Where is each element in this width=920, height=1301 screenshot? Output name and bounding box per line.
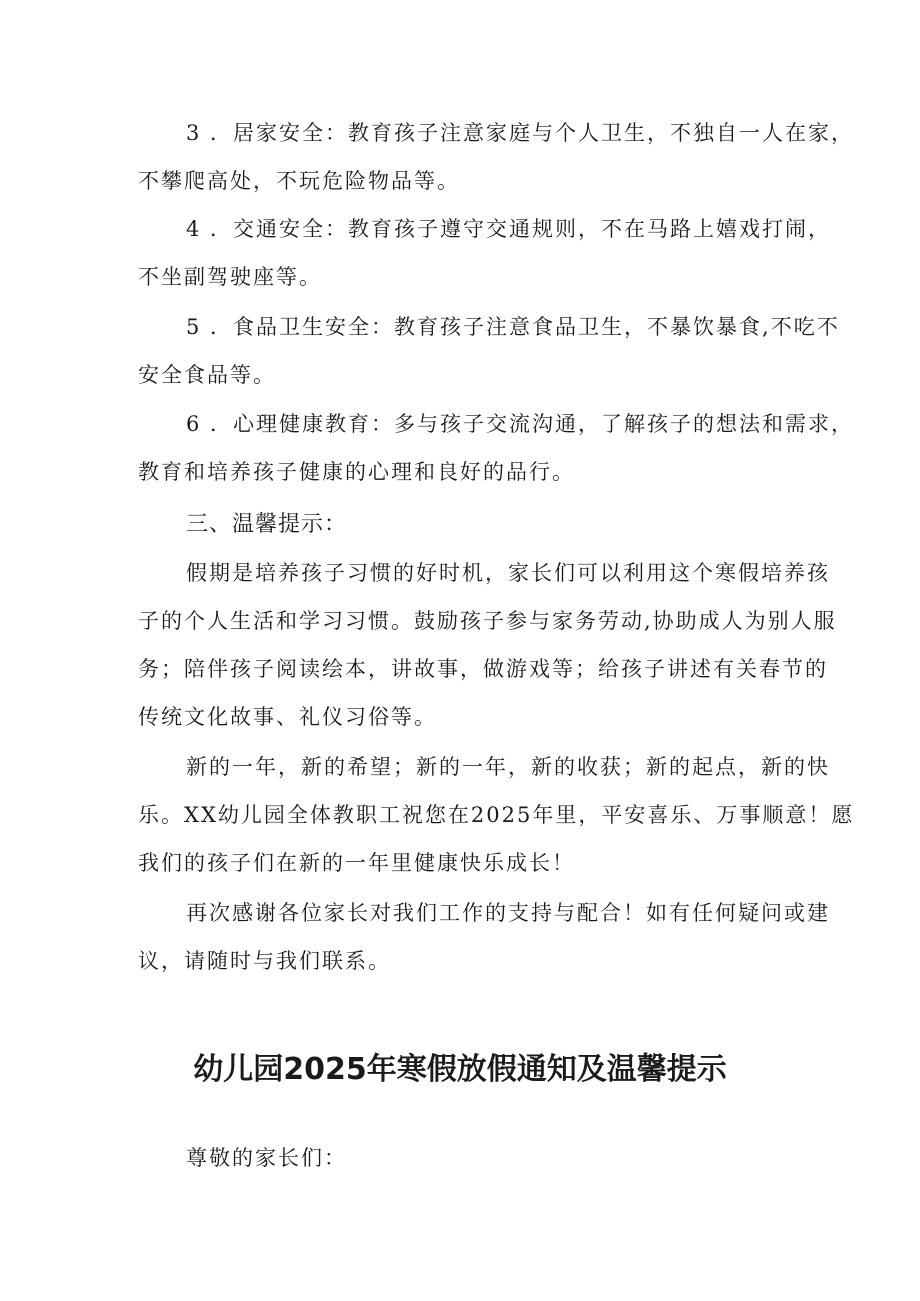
tips-paragraph-2-line-2: 乐。XX幼儿园全体教职工祝您在2025年里，平安喜乐、万事顺意！愿 bbox=[138, 803, 855, 827]
item-6-line-2: 教育和培养孩子健康的心理和良好的品行。 bbox=[138, 460, 575, 484]
item-3-line-1: 3 ．居家安全：教育孩子注意家庭与个人卫生，不独自一人在家， bbox=[186, 121, 855, 145]
tips-paragraph-1-line-3: 务；陪伴孩子阅读绘本，讲故事，做游戏等；给孩子讲述有关春节的 bbox=[138, 657, 828, 681]
tips-paragraph-3-line-2: 议，请随时与我们联系。 bbox=[138, 949, 391, 973]
tips-paragraph-2-line-3: 我们的孩子们在新的一年里健康快乐成长！ bbox=[138, 851, 575, 875]
item-4-line-2: 不坐副驾驶座等。 bbox=[138, 265, 322, 289]
tips-paragraph-1-line-2: 子的个人生活和学习习惯。鼓励孩子参与家务劳动,协助成人为别人服 bbox=[138, 609, 837, 633]
tips-paragraph-3-line-1: 再次感谢各位家长对我们工作的支持与配合！如有任何疑问或建 bbox=[186, 901, 830, 925]
item-5-line-1: 5 ．食品卫生安全：教育孩子注意食品卫生，不暴饮暴食,不吃不 bbox=[186, 315, 840, 339]
item-5-line-2: 安全食品等。 bbox=[138, 363, 276, 387]
salutation: 尊敬的家长们： bbox=[186, 1146, 347, 1170]
item-6-line-1: 6 ．心理健康教育：多与孩子交流沟通，了解孩子的想法和需求， bbox=[186, 412, 855, 436]
tips-paragraph-1-line-1: 假期是培养孩子习惯的好时机，家长们可以利用这个寒假培养孩 bbox=[186, 561, 830, 585]
document-title: 幼儿园2025年寒假放假通知及温馨提示 bbox=[193, 1052, 727, 1087]
tips-paragraph-2-line-1: 新的一年，新的希望；新的一年，新的收获；新的起点，新的快 bbox=[186, 755, 830, 779]
item-4-line-1: 4 ．交通安全：教育孩子遵守交通规则，不在马路上嬉戏打闹， bbox=[186, 217, 832, 241]
item-3-line-2: 不攀爬高处，不玩危险物品等。 bbox=[138, 169, 460, 193]
section-heading-tips: 三、温馨提示： bbox=[186, 512, 348, 537]
tips-paragraph-1-line-4: 传统文化故事、礼仪习俗等。 bbox=[138, 705, 437, 729]
